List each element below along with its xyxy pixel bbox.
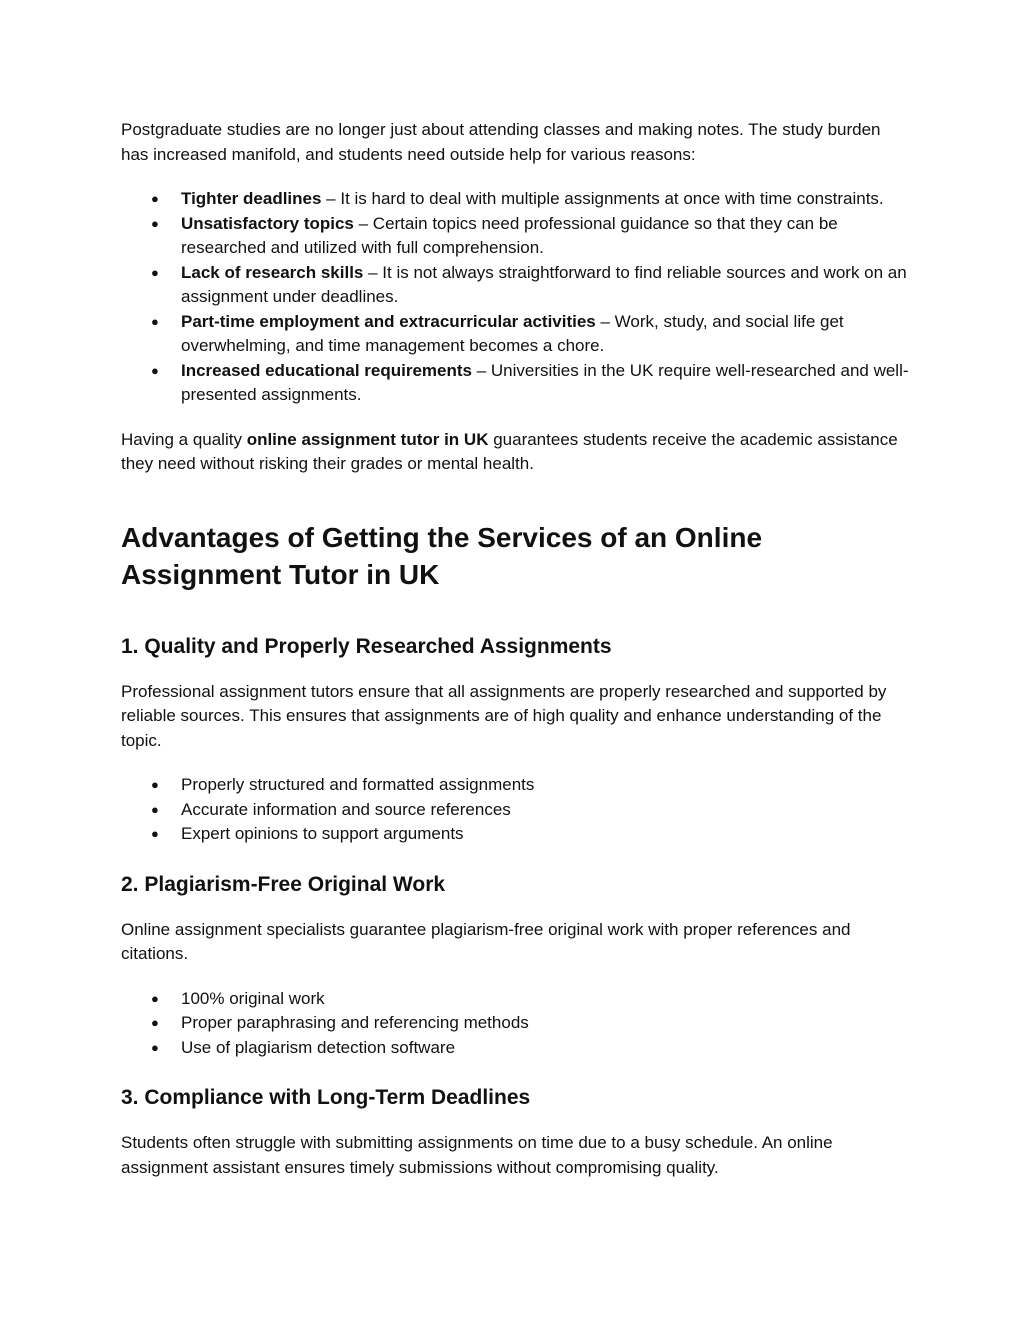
list-item [121,1036,911,1061]
list-item [121,310,911,359]
summary-keyword: online assignment tutor in UK [246,429,489,449]
section-paragraph: Professional assignment tutors ensure that all assignments are properly researched and supported by reliable sources. This ensures that assignments are of high quality and enhance understanding of the topic. [121,681,887,750]
bullet-icon: ● [151,191,159,206]
section-paragraph: Online assignment specialists guarantee plagiarism-free original work with proper references and citations. [121,919,851,963]
section-list [121,773,911,847]
section-paragraph: Students often struggle with submitting assignments on time due to a busy schedule. An online assignment assistant ensures timely submissions without compromising quality. [121,1133,833,1177]
list-item-text: Expert opinions to support arguments [181,824,464,843]
list-item-text: Properly structured and formatted assignments [181,775,535,794]
list-item-text: Use of plagiarism detection software [181,1037,456,1057]
section-heading: 1. Quality and Properly Researched Assignments [121,634,612,658]
bullet-icon: ● [151,215,159,231]
reason-title: Increased educational requirements [181,360,472,380]
list-item-text: Accurate information and source references [181,799,511,819]
bullet-icon: ● [151,1015,159,1030]
list-item [121,261,911,310]
list-item [121,359,911,408]
section-heading: 2. Plagiarism-Free Original Work [121,872,446,896]
summary-text-before: Having a quality [121,429,247,449]
list-item [121,1011,911,1036]
bullet-icon: ● [151,1039,159,1055]
list-item [121,822,911,847]
list-item [121,187,911,212]
section-heading: 3. Compliance with Long-Term Deadlines [121,1086,531,1109]
bullet-icon: ● [151,801,159,817]
document-page [121,118,911,1180]
summary-text-after: guarantees students receive the academic assistance they need without risking their grades or mental health. [121,429,898,473]
list-item [121,798,911,823]
reason-text: – Certain topics need professional guidance so that they can be researched and utilized with full comprehension. [181,213,838,257]
reason-title: Tighter deadlines [181,189,322,208]
reason-title: Unsatisfactory topics [181,213,354,233]
summary-paragraph [121,428,911,477]
reason-text: – It is not always straightforward to find reliable sources and work on an assignment under deadlines. [181,262,907,306]
bullet-icon: ● [151,826,159,841]
reason-title: Part-time employment and extracurricular activities [181,311,596,331]
bullet-icon: ● [151,777,159,792]
reason-title: Lack of research skills [181,262,364,282]
list-item-text: 100% original work [181,988,325,1008]
main-heading: Advantages of Getting the Services of an Online Assignment Tutor in UK [121,521,763,590]
intro-paragraph: Postgraduate studies are no longer just about attending classes and making notes. The study burden has increased manifold, and students need outside help for various reasons: [121,120,881,164]
list-item-text: Proper paraphrasing and referencing methods [181,1013,529,1032]
bullet-icon: ● [151,313,159,329]
reason-text: – It is hard to deal with multiple assignments at once with time constraints. [321,189,884,208]
bullet-icon: ● [151,990,159,1006]
list-item [121,987,911,1012]
reasons-list [121,187,911,408]
reason-text: – Universities in the UK require well-researched and well-presented assignments. [181,360,909,404]
bullet-icon: ● [151,362,159,378]
reason-text: – Work, study, and social life get overwhelming, and time management becomes a chore. [181,311,844,355]
section-list [121,987,911,1061]
list-item [121,212,911,261]
bullet-icon: ● [151,264,159,280]
list-item [121,773,911,798]
